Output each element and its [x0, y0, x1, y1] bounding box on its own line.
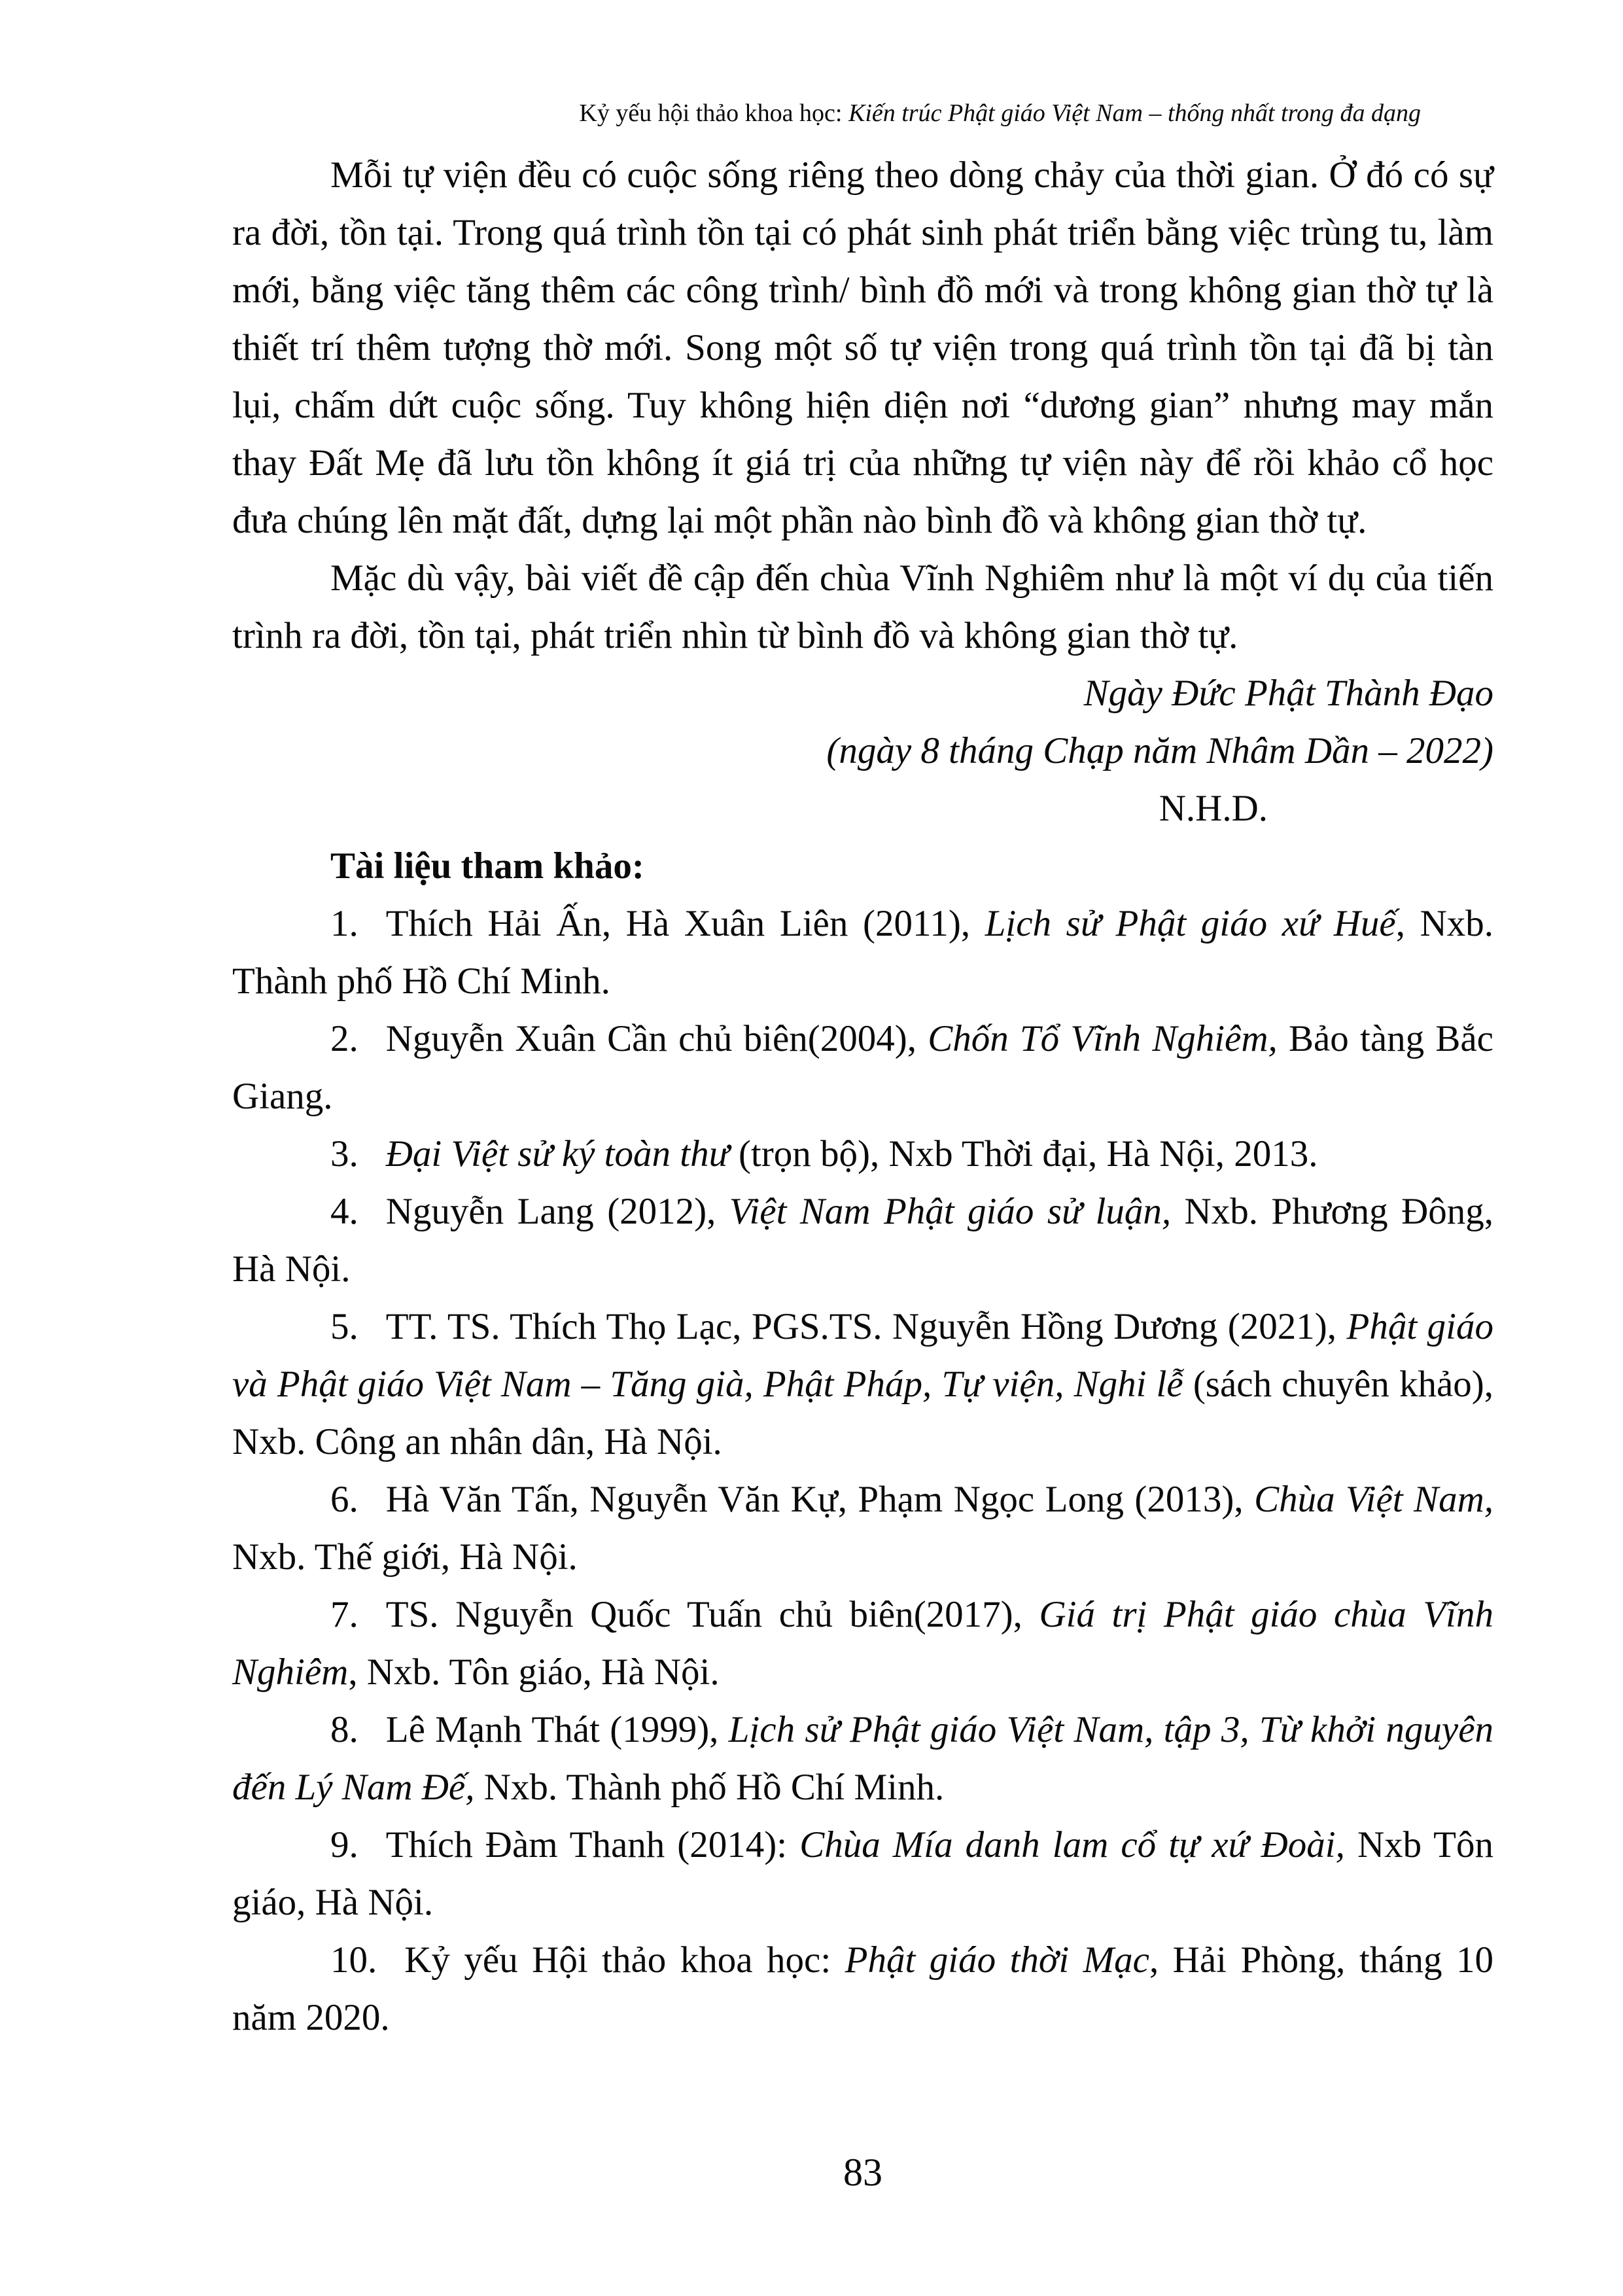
reference-text: Nguyễn Lang (2012),	[385, 1191, 729, 1232]
reference-text: Thích Đàm Thanh (2014):	[385, 1824, 800, 1865]
reference-title-italic: Chùa Mía danh lam cổ tự xứ Đoài,	[799, 1824, 1345, 1865]
reference-item	[232, 1010, 1493, 1125]
signature-date-line: Ngày Đức Phật Thành Đạo	[1083, 673, 1493, 714]
reference-text: Nxb Tôn giáo, Hà Nội.	[232, 1824, 1494, 1923]
reference-title-italic: Lịch sử Phật giáo Việt Nam, tập 3, Từ khởi nguyên đến Lý Nam Đế,	[232, 1709, 1493, 1808]
signature-initials: N.H.D.	[1159, 788, 1268, 829]
reference-title-italic: Phật giáo thời Mạc	[845, 1939, 1149, 1981]
reference-title-italic: Lịch sử Phật giáo xứ Huế	[985, 903, 1396, 944]
reference-text: Hà Văn Tấn, Nguyễn Văn Kự, Phạm Ngọc Long (2013),	[385, 1479, 1255, 1520]
references-heading: Tài liệu tham khảo:	[330, 845, 644, 887]
reference-text: , Hải Phòng, tháng 10 năm 2020.	[232, 1939, 1493, 2038]
reference-item	[232, 1183, 1493, 1298]
paragraph-1: Mỗi tự viện đều có cuộc sống riêng theo dòng chảy của thời gian. Ở đó có sự ra đời, tồn tại. Trong quá trình tồn tại có phát sinh phát triển bằng việc trùng tu, làm mới, bằng việc tăng thêm các công trình/ bình đồ mới và trong không gian thờ tự là thiết trí thêm tượng thờ mới. Song một số tự viện trong quá trình tồn tại đã bị tàn lụi, chấm dứt cuộc sống. Tuy không hiện diện nơi “dương gian” nhưng may mắn thay Đất Mẹ đã lưu tồn không ít giá trị của những tự viện này để rồi khảo cổ học đưa chúng lên mặt đất, dựng lại một phần nào bình đồ và không gian thờ tự.	[232, 154, 1493, 541]
reference-text: (trọn bộ), Nxb Thời đại, Hà Nội, 2013.	[729, 1133, 1318, 1174]
reference-number: 7.	[330, 1594, 358, 1635]
signature-lunar-date-line: (ngày 8 tháng Chạp năm Nhâm Dần – 2022)	[826, 730, 1493, 771]
reference-number: 8.	[330, 1709, 358, 1750]
page-number: 83	[843, 2151, 882, 2194]
reference-number: 6.	[330, 1479, 358, 1520]
reference-text: Nguyễn Xuân Cần chủ biên(2004),	[385, 1018, 928, 1059]
reference-item	[232, 1586, 1493, 1701]
reference-text: , Nxb. Tôn giáo, Hà Nội.	[348, 1651, 720, 1693]
reference-number: 2.	[330, 1018, 358, 1059]
running-header	[232, 97, 1421, 130]
reference-text: Nxb. Phương Đông, Hà Nội.	[232, 1191, 1493, 1290]
reference-text: (sách chuyên khảo), Nxb. Công an nhân dân, Hà Nội.	[232, 1364, 1493, 1462]
reference-number: 3.	[330, 1133, 358, 1174]
reference-item	[232, 1816, 1493, 1932]
reference-text: Bảo tàng Bắc Giang.	[232, 1018, 1493, 1117]
reference-item	[232, 1298, 1493, 1471]
running-header-title: Kiến trúc Phật giáo Việt Nam – thống nhất trong đa dạng	[848, 99, 1421, 127]
reference-number: 9.	[330, 1824, 358, 1865]
reference-text: Nxb. Thế giới, Hà Nội.	[232, 1536, 578, 1578]
reference-title-italic: Việt Nam Phật giáo sử luận,	[729, 1191, 1172, 1232]
reference-text: , Nxb. Thành phố Hồ Chí Minh.	[232, 903, 1493, 1002]
reference-item	[232, 1125, 1493, 1183]
reference-text: Kỷ yếu Hội thảo khoa học:	[404, 1939, 845, 1981]
running-header-prefix: Kỷ yếu hội thảo khoa học:	[579, 99, 848, 127]
page-content	[232, 147, 1493, 2047]
reference-item	[232, 1701, 1493, 1816]
reference-number: 4.	[330, 1191, 358, 1232]
reference-text: Thích Hải Ấn, Hà Xuân Liên (2011),	[385, 903, 985, 944]
reference-text: TT. TS. Thích Thọ Lạc, PGS.TS. Nguyễn Hồng Dương (2021),	[385, 1306, 1347, 1347]
reference-title-italic: Đại Việt sử ký toàn thư	[385, 1133, 729, 1174]
reference-text: Nxb. Thành phố Hồ Chí Minh.	[474, 1767, 945, 1808]
reference-title-italic: Phật giáo và Phật giáo Việt Nam – Tăng già, Phật Pháp, Tự viện, Nghi lễ	[232, 1306, 1493, 1405]
reference-title-italic: Chùa Việt Nam,	[1254, 1479, 1493, 1520]
reference-item	[232, 1932, 1493, 2047]
reference-text: TS. Nguyễn Quốc Tuấn chủ biên(2017),	[385, 1594, 1039, 1635]
paragraph-2: Mặc dù vậy, bài viết đề cập đến chùa Vĩnh Nghiêm như là một ví dụ của tiến trình ra đời, tồn tại, phát triển nhìn từ bình đồ và không gian thờ tự.	[232, 557, 1493, 656]
reference-item	[232, 895, 1493, 1010]
reference-number: 10.	[330, 1939, 377, 1981]
reference-title-italic: Giá trị Phật giáo chùa Vĩnh Nghiêm	[232, 1594, 1493, 1693]
reference-number: 1.	[330, 903, 358, 944]
reference-text: Lê Mạnh Thát (1999),	[385, 1709, 729, 1750]
reference-title-italic: Chốn Tổ Vĩnh Nghiêm,	[928, 1018, 1278, 1059]
references-list	[232, 895, 1493, 2047]
reference-number: 5.	[330, 1306, 358, 1347]
reference-item	[232, 1471, 1493, 1586]
